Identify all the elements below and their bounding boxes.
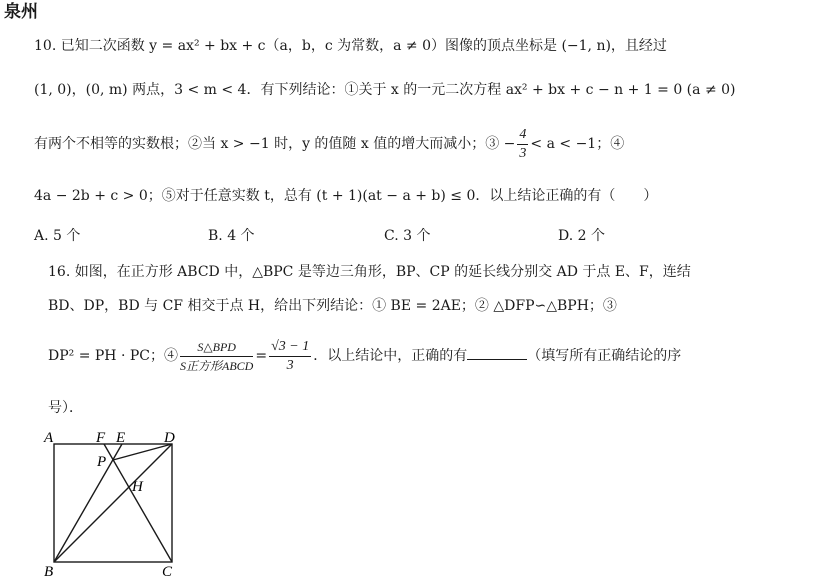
q16-line3-pre: DP² = PH · PC；④	[48, 348, 178, 364]
answer-blank[interactable]	[467, 345, 527, 360]
q16-line2: BD、DP，BD 与 CF 相交于点 H，给出下列结论：① BE = 2AE；② △DFP∽△BPH；③	[48, 298, 617, 314]
q10-option-a[interactable]: A. 5 个	[34, 228, 81, 244]
segment-bd	[54, 444, 172, 562]
label-p: P	[97, 454, 107, 470]
q16-fraction-area-den: S正方形ABCD	[180, 358, 254, 373]
q10-line3-post: < a < −1；④	[530, 136, 625, 152]
segment-be	[54, 444, 122, 562]
q16-line4: 号）．	[48, 400, 83, 416]
label-f: F	[96, 430, 106, 446]
q16-fraction-value	[269, 338, 311, 375]
q16-line3-tail: （填写所有正确结论的序	[527, 348, 682, 364]
q10-line4: 4a − 2b + c > 0；⑤对于任意实数 t，总有 (t + 1)(at − a + b) ≤ 0．以上结论正确的有（ ）	[34, 188, 658, 204]
q16-equals: =	[255, 348, 268, 364]
square-abcd-figure	[40, 428, 200, 578]
q10-option-b[interactable]: B. 4 个	[208, 228, 255, 244]
label-c: C	[162, 564, 173, 578]
segment-cf	[104, 444, 172, 562]
q16-fraction-value-num: √3 − 1	[269, 338, 311, 357]
label-e: E	[116, 430, 126, 446]
q10-fraction-den: 3	[519, 145, 527, 161]
q10-fraction-num: 4	[517, 126, 528, 145]
q10-fraction	[517, 126, 528, 163]
q16-line3-post: ．以上结论中，正确的有	[313, 348, 468, 364]
q10-line2: (1, 0)，(0, m) 两点，3 < m < 4．有下列结论：①关于 x 的一元二次方程 ax² + bx + c − n + 1 = 0 (a ≠ 0)	[34, 82, 736, 98]
label-b: B	[44, 564, 54, 578]
label-h: H	[132, 479, 143, 495]
region-title: 泉州	[4, 2, 38, 21]
q10-line1: 10. 已知二次函数 y = ax² + bx + c（a，b，c 为常数，a ≠ 0）图像的顶点坐标是 (−1, n)，且经过	[34, 38, 667, 54]
q10-option-d[interactable]: D. 2 个	[558, 228, 605, 244]
q16-fraction-area	[180, 338, 253, 375]
q10-option-c[interactable]: C. 3 个	[384, 228, 431, 244]
q16-fraction-area-num: S△BPD	[180, 338, 253, 357]
label-d: D	[164, 430, 175, 446]
q16-line1: 16. 如图，在正方形 ABCD 中，△BPC 是等边三角形，BP、CP 的延长线分别交 AD 于点 E、F，连结	[48, 264, 691, 280]
q16-line3	[48, 334, 681, 378]
label-a: A	[44, 430, 54, 446]
q10-line3-pre: 有两个不相等的实数根；②当 x > −1 时，y 的值随 x 值的增大而减小；③ −	[34, 136, 516, 152]
q10-line3	[34, 124, 624, 164]
q16-fraction-value-den: 3	[286, 357, 294, 373]
